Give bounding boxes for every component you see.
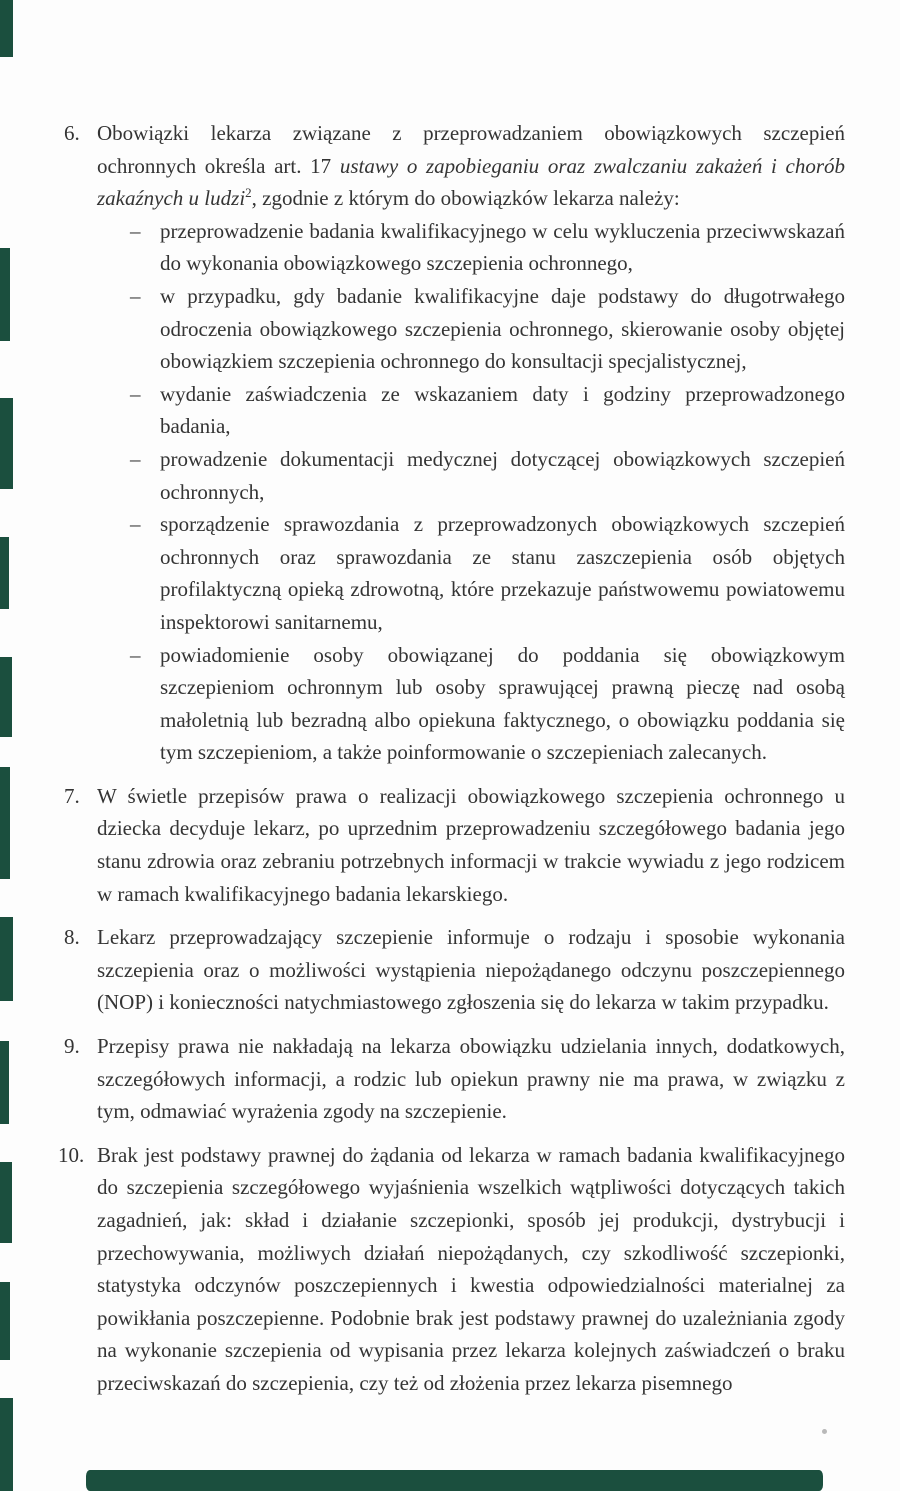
item-6-sublist — [130, 215, 845, 769]
sub-item-text: powiadomienie osoby obowiązanej do poddania się obowiązkowym szczepieniom ochronnym lub osoby sprawującej prawną pieczę nad osobą małoletnią lub bezradną albo opiekuna faktycznego, o obowiązku poddania się tym szczepieniom, a także poinformowanie o szczepieniach zalecanych. — [160, 642, 845, 765]
item-10-text: Brak jest podstawy prawnej do żądania od lekarza w ramach badania kwalifikacyjnego do szczepienia szczegółowego wyjaśnienia wszelkich wątpliwości dotyczących takich zagadnień, jak: skład i działanie szczepionki, sposób jej produkcji, dystrybucji i przechowywania, możliwych działań niepożądanych, czy szkodliwość szczepionki, statystyka odczynów poszczepiennych i kwestia odpowiedzialności materialnej za powikłania poszczepienne. Podobnie brak jest podstawy prawnej do uzależniania zgody na wykonanie szczepienia od wypisania przez lekarza kolejnych zaświadczeń o braku przeciwskazań do szczepienia, czy też od złożenia przez lekarza pisemnego — [97, 1142, 845, 1395]
dash-marker: – — [130, 446, 141, 471]
item-7-text: W świetle przepisów prawa o realizacji obowiązkowego szczepienia ochronnego u dziecka decyduje lekarz, po uprzednim przeprowadzeniu szczegółowego badania jego stanu zdrowia oraz zebraniu potrzebnych informacji w trakcie wywiadu z jego rodzicem w ramach kwalifikacyjnego badania lekarskiego. — [97, 783, 845, 906]
list-item — [130, 639, 845, 769]
sub-item-text: prowadzenie dokumentacji medycznej dotyczącej obowiązkowych szczepień ochronnych, — [160, 446, 845, 504]
item-number: 6. — [64, 121, 80, 145]
item-8-text: Lekarz przeprowadzający szczepienie informuje o rodzaju i sposobie wykonania szczepienia oraz o możliwości wystąpienia niepożądanego odczynu poszczepiennego (NOP) i konieczności natychmiastowego zgłoszenia się do lekarza w takim przypadku. — [97, 925, 845, 1015]
sub-item-text: sporządzenie sprawozdania z przeprowadzonych obowiązkowych szczepień ochronnych oraz sprawozdania ze stanu zaszczepienia osób objętych profilaktyczną opieką zdrowotną, które przekazuje państwowemu powiatowemu inspektorowi sanitarnemu, — [160, 512, 845, 634]
paper-speck — [822, 1429, 827, 1434]
list-item-8 — [64, 921, 845, 1019]
item-6-intro — [97, 117, 845, 215]
list-item — [130, 280, 845, 378]
sub-item-text: przeprowadzenie badania kwalifikacyjnego w celu wykluczenia przeciwwskazań do wykonania obowiązkowego szczepienia ochronnego, — [160, 218, 845, 276]
dash-marker: – — [130, 381, 141, 406]
dash-marker: – — [130, 218, 141, 243]
item-number: 8. — [64, 925, 80, 950]
dash-marker: – — [130, 283, 141, 308]
scan-bottom-mark — [86, 1470, 823, 1491]
footnote-reference: 2 — [245, 185, 252, 201]
list-item-10 — [58, 1139, 845, 1400]
item-6-intro-tail: , zgodnie z którym do obowiązków lekarza należy: — [251, 186, 680, 211]
list-item-9 — [64, 1030, 845, 1128]
list-item — [130, 378, 845, 443]
item-6-intro-italic-citation: ustawy o zapobieganiu oraz zwalczaniu zakażeń i chorób zakaźnych u ludzi — [97, 153, 845, 211]
item-6-intro-text: Obowiązki lekarza związane z przeprowadzaniem obowiązkowych szczepień ochronnych określa art. 17 — [97, 121, 845, 178]
item-number: 9. — [64, 1034, 80, 1059]
list-item-7 — [64, 780, 845, 910]
list-item — [130, 215, 845, 280]
sub-item-text: w przypadku, gdy badanie kwalifikacyjne daje podstawy do długotrwałego odroczenia obowiązkowego szczepienia ochronnego, skierowanie osoby objętej obowiązkiem szczepienia ochronnego do konsultacji specjalistycznej, — [160, 283, 845, 374]
item-number: 7. — [64, 783, 80, 808]
list-item-6 — [64, 117, 845, 769]
item-number: 10. — [58, 1142, 85, 1167]
list-item — [130, 508, 845, 638]
sub-item-text: wydanie zaświadczenia ze wskazaniem daty i godziny przeprowadzonego badania, — [160, 381, 845, 439]
list-item — [130, 443, 845, 508]
item-9-text: Przepisy prawa nie nakładają na lekarza obowiązku udzielania innych, dodatkowych, szczegółowych informacji, a rodzic lub opiekun prawny nie ma prawa, w związku z tym, odmawiać wyrażenia zgody na szczepienie. — [97, 1034, 845, 1124]
scan-edge-mark — [0, 1398, 13, 1491]
dash-marker: – — [130, 642, 141, 667]
dash-marker: – — [130, 512, 141, 537]
